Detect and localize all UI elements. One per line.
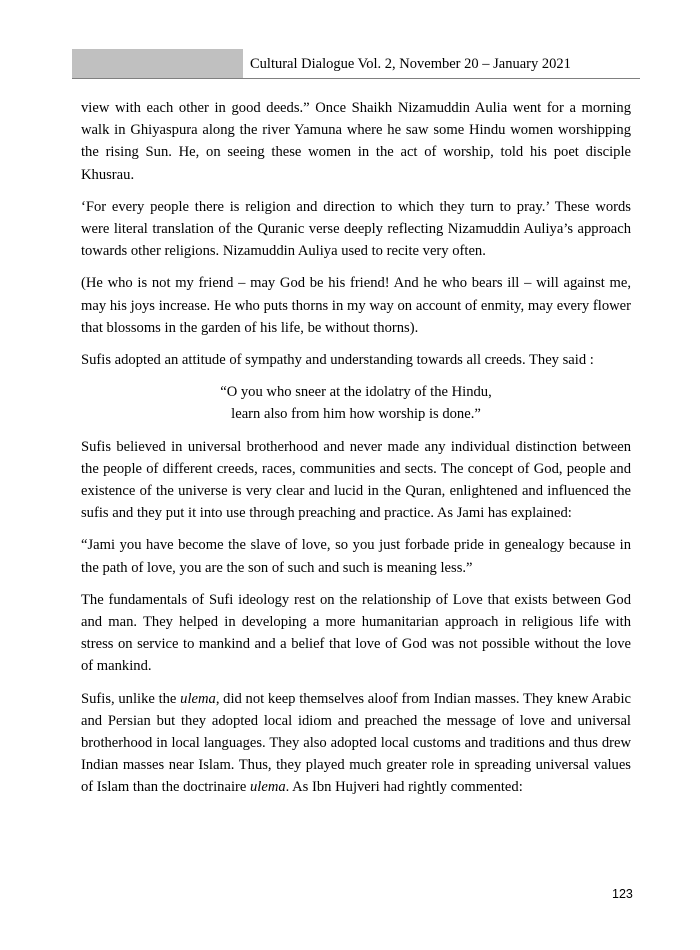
paragraph-3: (He who is not my friend – may God be his friend! And he who bears ill – will against me, may his joys increase. He who puts thorns in my way on account of enmity, may every flower that blossoms in the garden of his life, be without thorns). — [81, 275, 631, 336]
paragraph-8 — [81, 688, 631, 799]
paragraph-7: The fundamentals of Sufi ideology rest on the relationship of Love that exists between God and man. They helped in developing a more humanitarian approach in religious life with stress on service to mankind and a belief that love of God was not possible without the love of mankind. — [81, 591, 631, 675]
paragraph-8-part-c: . As Ibn Hujveri had rightly commented: — [285, 779, 523, 796]
header-shade-block — [72, 49, 243, 78]
paragraph-5: Sufis believed in universal brotherhood and never made any individual distinction between the people of different creeds, races, communities and sects. The concept of God, people and existence of the universe is very clear and lucid in the Quran, enlightened and influenced the sufis and they put it into use through preaching and practice. As Jami has explained: — [81, 438, 631, 522]
running-header — [72, 49, 640, 79]
page-number: 123 — [612, 887, 633, 901]
quote-line-1: “O you who sneer at the idolatry of the Hindu, — [220, 384, 492, 401]
ulema-term-2: ulema — [249, 779, 286, 796]
block-quote — [81, 381, 631, 425]
paragraph-6: “Jami you have become the slave of love, so you just forbade pride in genealogy because in the path of love, you are the son of such and such is meaning less.” — [81, 537, 631, 576]
paragraph-8-part-a: Sufis, unlike the — [81, 690, 181, 707]
paragraph-1: view with each other in good deeds.” Once Shaikh Nizamuddin Aulia went for a morning walk in Ghiyaspura along the river Yamuna where he saw some Hindu women worshipping the rising Sun. He, on seeing these women in the act of worship, told his poet disciple Khusrau. — [81, 100, 631, 183]
paragraph-8-part-b: , did not keep themselves aloof from Indian masses. They knew Arabic and Persian but they adopted local idiom and preached the message of love and universal brotherhood in local languages. They also adopted local customs and traditions and thus drew Indian masses near Islam. Thus, they played much greater role in spreading universal values of Islam than the doctrinaire — [81, 690, 631, 796]
quote-line-2: learn also from him how worship is done.” — [231, 406, 481, 423]
journal-title: Cultural Dialogue Vol. 2, November 20 – January 2021 — [250, 56, 571, 72]
ulema-term-1: ulema — [180, 690, 216, 707]
paragraph-2: ‘For every people there is religion and direction to which they turn to pray.’ These words were literal translation of the Quranic verse deeply reflecting Nizamuddin Auliya’s approach towards other religions. Nizamuddin Auliya used to recite very often. — [81, 198, 631, 260]
article-body — [81, 97, 631, 809]
paragraph-4: Sufis adopted an attitude of sympathy and understanding towards all creeds. They said : — [81, 352, 594, 369]
